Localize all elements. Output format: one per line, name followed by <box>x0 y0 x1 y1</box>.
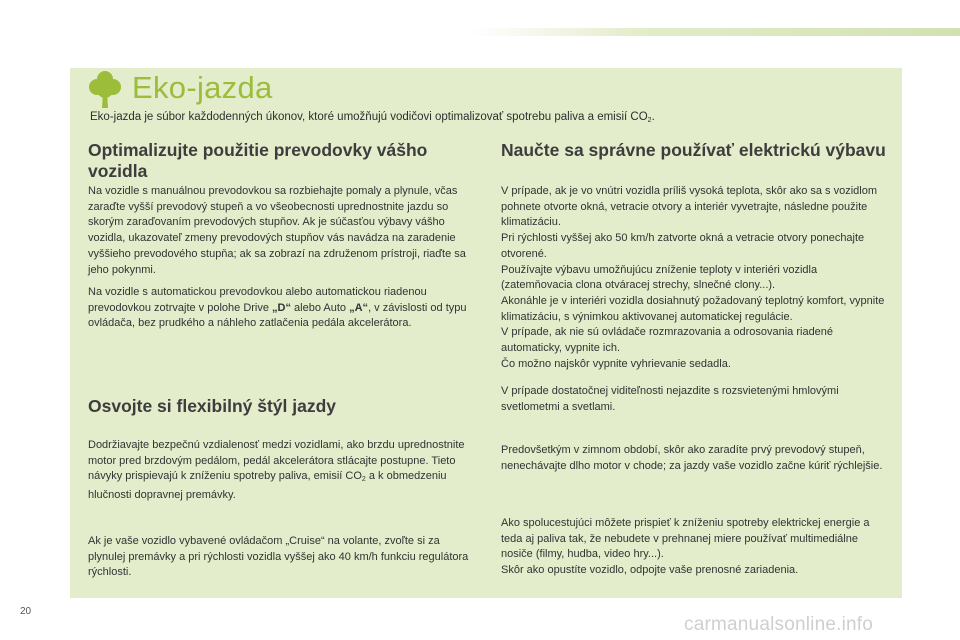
decorative-top-stripe <box>470 28 960 36</box>
section-title-driving-style: Osvojte si flexibilný štýl jazdy <box>88 396 337 416</box>
electrical-line: V prípade, ak nie sú ovládače rozmrazovania a odrosovania riadené automaticky, vypnite ich. <box>501 326 834 355</box>
electrical-paragraph-fog-lights: V prípade dostatočnej viditeľnosti nejazdite s rozsvietenými hmlovými svetlometmi a svetlami. <box>501 385 839 413</box>
section-title-electrical-equipment: Naučte sa správne používať elektrickú výbavu <box>501 140 886 160</box>
passenger-line: Skôr ako opustíte vozidlo, odpojte vaše prenosné zariadenia. <box>501 564 799 577</box>
tree-icon <box>88 70 122 110</box>
electrical-paragraph-ventilation <box>501 184 891 372</box>
driving-style-paragraph-cruise: Ak je vaše vozidlo vybavené ovládačom „Cruise“ na volante, zvoľte si za plynulej premávky a pri rýchlosti vozidla vyššej ako 40 km/h funkciu regulátora rýchlosti. <box>88 535 469 579</box>
page-title: Eko-jazda <box>132 70 273 105</box>
electrical-line: Pri rýchlosti vyššej ako 50 km/h zatvorte okná a vetracie otvory ponechajte otvorené. <box>501 232 865 260</box>
electrical-paragraph-winter: Predovšetkým v zimnom období, skôr ako zaradíte prvý prevodový stupeň, nenechávajte dlho motor v chode; za jazdy vaše vozidlo začne kúriť rýchlejšie. <box>501 444 883 472</box>
electrical-line: Používajte výbavu umožňujúcu zníženie teploty v interiéri vozidla (zatemňovacia clona otváracej strechy, slnečné clony...). <box>501 263 818 292</box>
page-number: 20 <box>20 606 32 617</box>
electrical-line: Akonáhle je v interiéri vozidla dosiahnutý požadovaný teplotný komfort, vypnite klimatizáciu, s výnimkou aktivovanej automatickej regulácie. <box>501 294 885 323</box>
watermark: carmanualsonline.info <box>684 614 874 635</box>
intro-text: Eko-jazda je súbor každodenných úkonov, ktoré umožňujú vodičovi optimalizovať spotrebu paliva a emisií $CO_2$. <box>90 111 655 124</box>
electrical-paragraph-passenger <box>501 516 891 579</box>
section-title-gearbox: Optimalizujte použitie prevodovky vášho vozidla <box>88 140 428 181</box>
gearbox-paragraph-manual: Na vozidle s manuálnou prevodovkou sa rozbiehajte pomaly a plynule, včas zaraďte vyšší prevodový stupeň a vo všeobecnosti uprednostnite jazdu so skorým zaraďovaním prevodových stupňov. Ak je súčasťou výbavy vášho vozidla, ukazovateľ zmeny prevodových stupňov vás navádza na zaradenie vyššieho prevodového stupňa; ak sa zobrazí na združenom prístroji, riaďte sa jeho pokynmi. <box>88 185 466 276</box>
driving-style-paragraph-distance: Dodržiavajte bezpečnú vzdialenosť medzi vozidlami, ako brzdu uprednostnite motor pred brzdovým pedálom, pedál akcelerátora stlácajte postupne. Tieto návyky prispievajú k zníženiu spotreby paliva, emisií $CO_2$ a k obmedzeniu hlučnosti dopravnej premávky. <box>88 439 465 502</box>
electrical-line: Čo možno najskôr vypnite vyhrievanie sedadla. <box>501 357 731 370</box>
passenger-line: Ako spolucestujúci môžete prispieť k zníženiu spotreby elektrickej energie a teda aj paliva tak, že nebudete v prehnanej miere používať multimediálne nosiče (filmy, hudba, video hry...). <box>501 517 870 561</box>
electrical-line: V prípade, ak je vo vnútri vozidla príliš vysoká teplota, skôr ako sa s vozidlom pohnete otvorte okná, vetracie otvory a interiér vyvetrajte, následne použite klimatizáciu. <box>501 185 878 229</box>
gearbox-paragraph-automatic: Na vozidle s automatickou prevodovkou alebo automatickou riadenou prevodovkou zotrvajte v polohe Drive „D“ alebo Auto „A“, v závislosti od typu ovládača, bez prudkého a náhleho zatlačenia pedála akcelerátora. <box>88 286 467 330</box>
